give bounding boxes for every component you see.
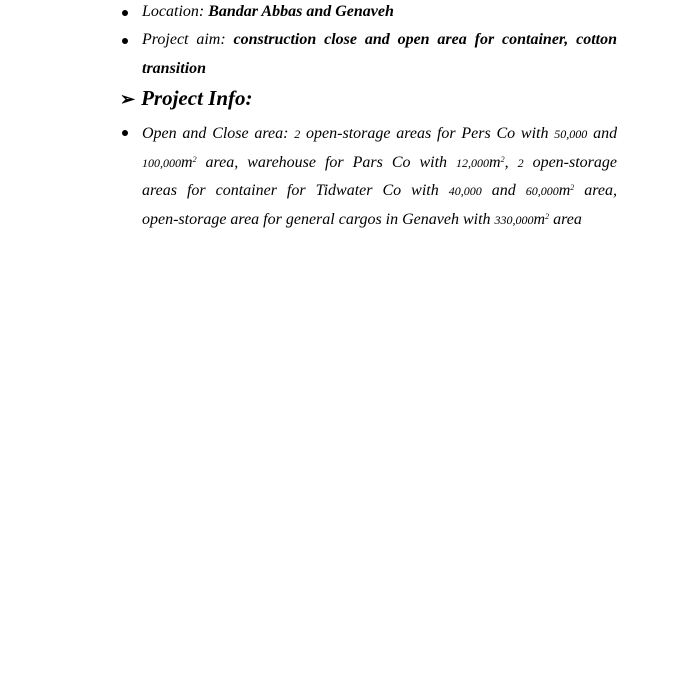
bullet-icon xyxy=(122,38,128,44)
location-text xyxy=(142,0,617,27)
info-unit: m xyxy=(181,153,193,171)
aim-label: Project aim: xyxy=(142,31,226,48)
aim-line-1 xyxy=(142,26,617,55)
info-number-with-unit xyxy=(495,211,550,228)
info-line-4 xyxy=(142,206,617,235)
info-superscript: 2 xyxy=(500,154,505,164)
info-text-segment: areas for container for Tidwater Co with xyxy=(142,182,439,199)
info-text-segment: area, xyxy=(584,182,617,199)
info-unit: m xyxy=(533,210,546,228)
info-number: 50,000 xyxy=(554,127,588,141)
info-unit: m xyxy=(489,153,501,171)
info-line-3 xyxy=(142,177,617,206)
info-number-with-unit xyxy=(142,154,197,171)
section-heading xyxy=(120,86,253,111)
aim-text xyxy=(142,26,617,83)
info-unit: m xyxy=(558,182,571,199)
info-number: 100,000 xyxy=(142,155,181,170)
info-text-segment: area, warehouse for Pars Co with xyxy=(205,153,448,171)
info-number-with-unit xyxy=(526,182,575,199)
bullet-icon xyxy=(122,130,128,136)
info-line-2 xyxy=(142,149,617,178)
info-superscript: 2 xyxy=(192,154,197,164)
aim-value: construction close and open area for container, cotton xyxy=(233,31,617,48)
info-superscript: 2 xyxy=(570,183,575,192)
info-number: 2 xyxy=(517,155,524,170)
info-text-segment: and xyxy=(491,182,516,199)
info-text-segment: open-storage area for general cargos in Genaveh with xyxy=(142,210,491,228)
info-text-segment: open-storage xyxy=(532,153,617,171)
location-value: Bandar Abbas and Genaveh xyxy=(208,3,394,20)
bullet-icon xyxy=(122,10,128,16)
heading-title: Project Info: xyxy=(141,86,253,110)
aim-value-continued: transition xyxy=(142,59,207,77)
info-text-segment: area xyxy=(553,210,582,228)
arrow-bullet-icon: ➢ xyxy=(120,89,136,109)
info-number: 2 xyxy=(294,127,301,141)
location-label: Location: xyxy=(142,3,205,20)
info-text-segment: and xyxy=(593,125,617,142)
info-number: 40,000 xyxy=(448,184,482,198)
info-number-with-unit xyxy=(456,154,509,171)
info-text xyxy=(142,120,617,234)
info-superscript: 2 xyxy=(545,211,550,221)
info-text-segment: open-storage areas for Pers Co with xyxy=(306,125,549,142)
info-number: 330,000 xyxy=(494,212,534,227)
info-text-segment: , xyxy=(504,153,509,171)
info-number: 60,000 xyxy=(525,184,559,198)
info-line-1 xyxy=(142,120,617,149)
info-text-segment: Open and Close area: xyxy=(142,125,289,142)
info-number: 12,000 xyxy=(456,155,490,170)
